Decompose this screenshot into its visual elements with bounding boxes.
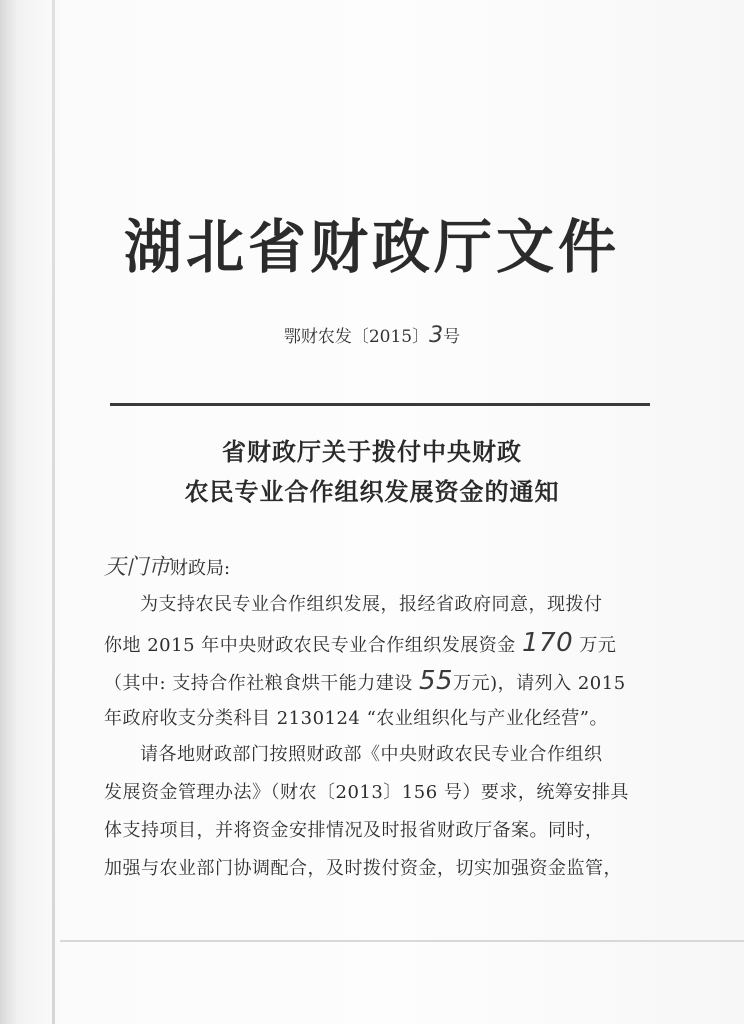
body-line-3 — [104, 666, 644, 696]
notice-title-line2: 农民专业合作组织发展资金的通知 — [184, 478, 560, 506]
body-line-4: 年政府收支分类科目 2130124 “农业组织化与产业化经营”。 — [104, 708, 609, 729]
body-line-3-pre: （其中: 支持合作社粮食烘干能力建设 — [104, 673, 420, 694]
notice-title-line1: 省财政厅关于拨付中央财政 — [222, 438, 522, 466]
handwritten-amount-total: 170 — [521, 628, 574, 658]
body-line-1: 为支持农民专业合作组织发展，报经省政府同意，现拨付 — [140, 594, 603, 615]
body-line-8: 加强与农业部门协调配合，及时拨付资金，切实加强资金监管， — [104, 858, 622, 879]
body-line-2-post: 万元 — [573, 635, 617, 656]
header-rule — [110, 403, 650, 406]
doc-number-prefix: 鄂财农发〔2015〕 — [283, 327, 430, 347]
document-header: 湖北省财政厅文件 — [123, 213, 620, 281]
page-edge-bottom — [60, 940, 744, 942]
doc-number-suffix: 号 — [443, 327, 461, 347]
body-line-5: 请各地财政部门按照财政部《中央财政农民专业合作组织 — [140, 744, 603, 765]
addressee-handwritten: 天门市 — [104, 555, 171, 580]
addressee — [104, 550, 230, 581]
body-line-3-post: 万元)，请列入 2015 — [453, 673, 626, 694]
doc-number-handwritten: 3 — [429, 323, 444, 348]
body-line-2 — [104, 628, 644, 658]
handwritten-amount-drying: 55 — [419, 666, 454, 696]
addressee-suffix: 财政局: — [170, 558, 231, 579]
document-number — [0, 322, 744, 348]
body-line-7: 体支持项目，并将资金安排情况及时报省财政厅备案。同时， — [104, 820, 604, 841]
body-line-2-pre: 你地 2015 年中央财政农民专业合作组织发展资金 — [104, 635, 522, 656]
page-edge-shadow — [52, 0, 55, 1024]
body-line-6: 发展资金管理办法》（财农〔2013〕156 号）要求，统筹安排具 — [104, 782, 629, 803]
